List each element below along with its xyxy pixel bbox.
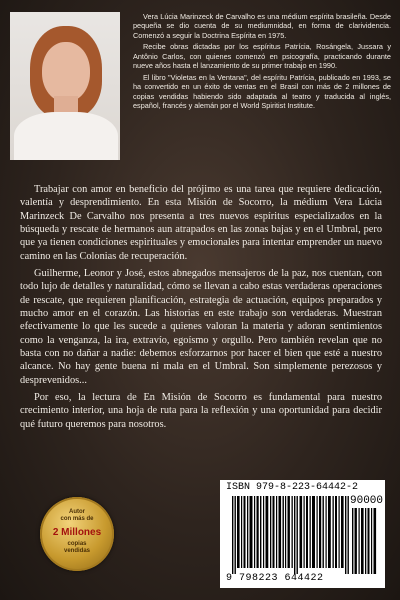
ean-digits: 9 798223 644422 bbox=[226, 573, 324, 584]
author-photo bbox=[10, 12, 120, 160]
price-code: 90000 bbox=[350, 495, 384, 507]
synopsis-paragraph: Por eso, la lectura de En Misión de Socorro es fundamental para nuestro crecimiento interior, una hoja de ruta para la reflexión y una oportunidad para decidir qué futuro queremos para nosotros. bbox=[20, 391, 382, 430]
author-shirt bbox=[14, 112, 118, 160]
barcode-bars bbox=[230, 496, 378, 574]
author-face bbox=[42, 42, 90, 102]
medal-top-text: Autor con más de bbox=[60, 509, 94, 522]
isbn-label: ISBN 979-8-223-64442-2 bbox=[226, 482, 359, 493]
medal-bottom-text: copias vendidas bbox=[63, 541, 90, 554]
synopsis-paragraph: Guilherme, Leonor y José, estos abnegados mensajeros de la paz, nos cuentan, con todo lujo de detalles y naturalidad, cómo se llevan a cabo estas verdaderas operaciones de rescate, que requieren planificación, estrategia de actuación, equipos preparados y mucho amor en el corazón. Las historias en este trabajo son verdaderas. Muestran efectivamente lo que les sucede a quienes valoran la materia y adoran sentimientos como la venganza, la ira, extravío, egoísmo y orgullo. Pero también revelan que no basta con no dañar a nadie: debemos esforzarnos por hacer el bien que esté a nuestro alcance. No hay gente buena ni mala en el Umbral. Son simplemente perezosos y desprevenidos... bbox=[20, 267, 382, 386]
sales-medal-seal bbox=[40, 497, 114, 571]
synopsis-paragraph: Trabajar con amor en beneficio del prójimo es una tarea que requiere dedicación, valentía y desprendimiento. En esta Misión de Socorro, la médium Vera Lúcia Marinzeck De Carvalho nos presenta a tres nuevos espíritus especializados en la búsqueda y rescate de hermanos aun atrapados en las zonas bajas y en el Umbral, pero que ya tienen condiciones espirituales y emocionales para intentar emprender un nuevo camino en las Colonias de recuperación. bbox=[20, 184, 382, 262]
bio-paragraph: Vera Lúcia Marinzeck de Carvalho es una médium espírita brasileña. Desde pequeña se dio cuenta de su mediumnidad, en forma de clarividencia. Comenzó a seguir la Doctrina Espírita en 1975. bbox=[133, 12, 391, 40]
medal-center-text: 2 Millones bbox=[52, 527, 102, 538]
book-synopsis bbox=[20, 183, 382, 435]
bio-paragraph: El libro "Violetas en la Ventana", del espíritu Patrícia, publicado en 1993, se ha convertido en un éxito de ventas en el Brasil con más de 2 millones de copias vendidas habiendo sido adaptada al teatro y traducida al inglés, español, francés y alemán por el World Spiritist Institute. bbox=[133, 72, 391, 111]
isbn-barcode bbox=[220, 480, 385, 588]
author-bio bbox=[133, 12, 391, 113]
bio-paragraph: Recibe obras dictadas por los espíritus Patrícia, Rosángela, Jussara y Antônio Carlos, con quienes comenzó en psicografía, practicando durante nueve años hasta el lanzamiento de su primer trabajo en 1990. bbox=[133, 42, 391, 71]
